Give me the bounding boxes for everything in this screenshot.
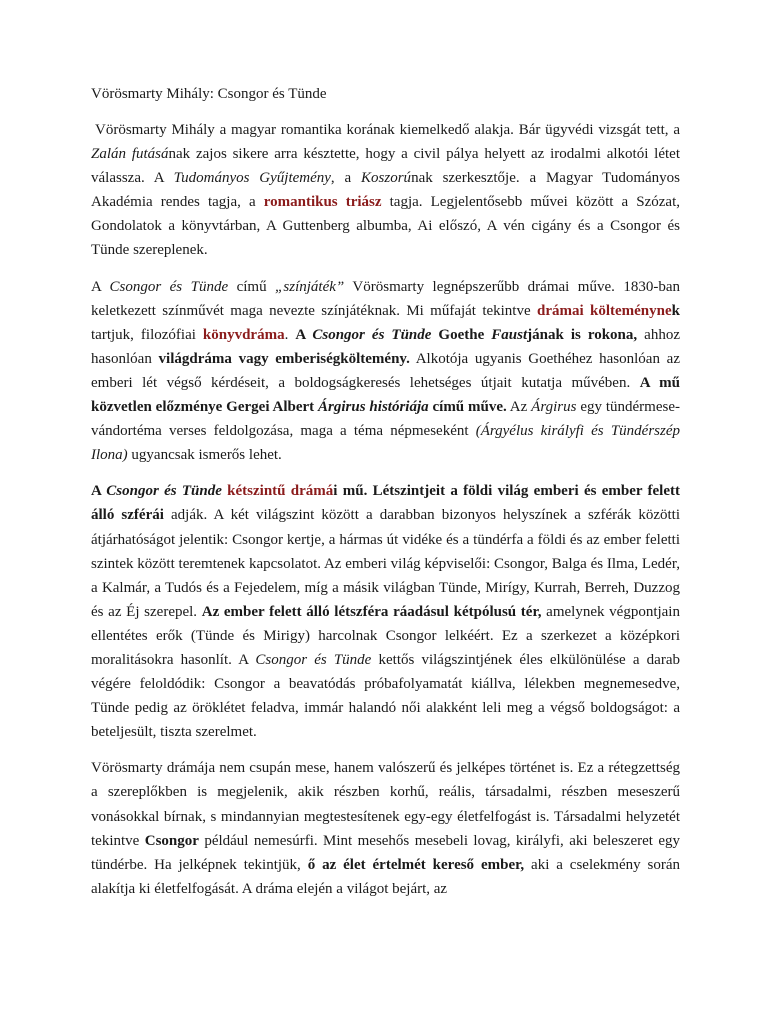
highlight-term: romantikus triász xyxy=(263,194,382,211)
bold-italic-work-title: Csongor és Tünde xyxy=(312,326,432,343)
text-run: . xyxy=(284,326,296,343)
text-run: egy tündérmese-vándortéma verses feldolgozása, maga a téma népmeseként xyxy=(91,399,680,440)
bold-run: Az ember felett álló létszféra ráadásul kétpólusú tér, xyxy=(201,603,542,620)
bold-run: című műve. xyxy=(428,399,507,416)
bold-run: Csongor xyxy=(144,832,199,849)
italic-work-title: Koszorú xyxy=(361,170,412,187)
paragraph-characters xyxy=(91,756,680,901)
text-run: Vörösmarty legnépszerűbb drámai műve. 1830-ban keletkezett színművét maga nevezte színjátéknak. Mi műfaját tekintve xyxy=(91,278,680,319)
italic-work-title: (Árgyélus királyfi és Tündérszép Ilona) xyxy=(91,423,680,464)
text-run: Vörösmarty Mihály a magyar romantika korának kiemelkedő alakja. Bár ügyvédi vizsgát tett, a xyxy=(95,122,680,138)
text-run: Vörösmarty drámája nem csupán mese, hanem valószerű és jelképes történet is. Ez a rétegzettség a szereplőkben is megjelenik, akik részben korhű, reális, társadalmi, részben meseszerű vonásokkal bírnak, s mindannyian megtestesítenek egy-egy életfelfogást is. Társadalmi helyzetét tekintve xyxy=(91,760,680,849)
text-run: amelynek végpontjain ellentétes erők (Tünde és Mirigy) harcolnak Csongor lelkéért. Ez a szerkezet a középkori moralitásokra hasonlít. A xyxy=(91,603,680,668)
italic-work-title: Csongor és Tünde xyxy=(255,651,372,668)
text-run: ugyancsak ismerős lehet. xyxy=(127,447,282,464)
highlight-term: drámai költeményne xyxy=(536,302,672,319)
paragraph-genre xyxy=(91,275,680,468)
bold-run: világdráma vagy emberiségköltemény. xyxy=(158,350,410,367)
bold-run: A mű közvetlen előzménye Gergei Albert xyxy=(91,374,680,416)
italic-work-title: Zalán futásá xyxy=(91,146,169,163)
text-run: aki a cselekmény során alakítja ki életfelfogását. A dráma elején a világot bejárt, az xyxy=(91,856,680,897)
text-run: nak zajos sikere arra késztette, hogy a civil pálya helyett az irodalmi alkotói létet válassza. A xyxy=(91,146,681,187)
highlight-term: kétszintű drámá xyxy=(227,483,334,500)
bold-run: i mű. Létszintjeit a földi világ emberi és ember felett álló szférái xyxy=(91,483,680,524)
bold-run: Goethe xyxy=(431,326,492,343)
text-run: tagja. Legjelentősebb művei között a Szózat, Gondolatok a könyvtárban, A Guttenberg albumba, Ai előszó, A vén cigány és a Csongor és Tünde szereplenek. xyxy=(91,194,680,259)
bold-italic-work-title: Árgirus históriája xyxy=(318,399,429,416)
bold-run: ő az élet értelmét kereső ember, xyxy=(307,856,525,873)
bold-run: A xyxy=(295,326,313,343)
paragraph-intro xyxy=(91,118,680,263)
bold-italic-work-title: Csongor és Tünde xyxy=(106,483,222,500)
italic-work-title: Csongor és Tünde xyxy=(109,278,229,295)
text-run: A xyxy=(91,278,110,295)
text-run: adják. A két világszint között a darabban bizonyos helyszínek a szférák közötti átjárhatóságot jelentik: Csongor kertje, a hármas út vidéke és a tündérfa a földi és az ember feletti szintek között teremtenek kapcsolatot. Az emberi világ képviselői: Csongor, Balga és Ilma, Ledér, a Kalmár, a Tudós és a Fejedelem, míg a másik világban Tünde, Mirígy, Kurrah, Berreh, Duzzog és az Éj szerepel. xyxy=(91,507,681,620)
bold-run: A xyxy=(91,483,107,500)
italic-work-title: Tudományos Gyűjtemény xyxy=(173,170,331,187)
text-run: Alkotója ugyanis Goethéhez hasonlóan az emberi lét végső kérdéseit, a boldogságkeresés lehetséges útjait kutatja művében. xyxy=(91,350,680,391)
text-run: például nemesúrfi. Mint mesehős mesebeli lovag, királyfi, aki beleszeret egy tündérbe. Ha jelképnek tekintjük, xyxy=(91,832,680,873)
italic-quote: „színjáték” xyxy=(275,278,345,295)
highlight-term: könyvdráma xyxy=(202,326,285,343)
text-run: Az xyxy=(506,399,532,416)
text-run: kettős világszintjének éles elkülönülése a darab végére feloldódik: Csongor a beavatódás próbafolyamatát kiállva, lélekben megnemesedve, Tünde pedig az öröklétet feladva, immár halandó női alakként leli meg a végső boldogságot: a beteljesült, tiszta szerelmet. xyxy=(91,651,680,741)
text-run: című xyxy=(228,278,276,295)
text-run: tartjuk, filozófiai xyxy=(91,326,203,343)
text-run: ahhoz hasonlóan xyxy=(91,326,680,367)
text-run: , a xyxy=(330,170,362,187)
bold-italic-work-title: Faust xyxy=(491,326,528,343)
text-run: nak szerkesztője. a Magyar Tudományos Akadémia rendes tagja, a xyxy=(91,170,680,211)
document-title: Vörösmarty Mihály: Csongor és Tünde xyxy=(91,86,327,102)
bold-run: k xyxy=(671,302,680,319)
paragraph-structure xyxy=(91,479,680,744)
bold-run: jának is rokona, xyxy=(527,326,638,343)
italic-work-title: Árgirus xyxy=(531,399,577,416)
